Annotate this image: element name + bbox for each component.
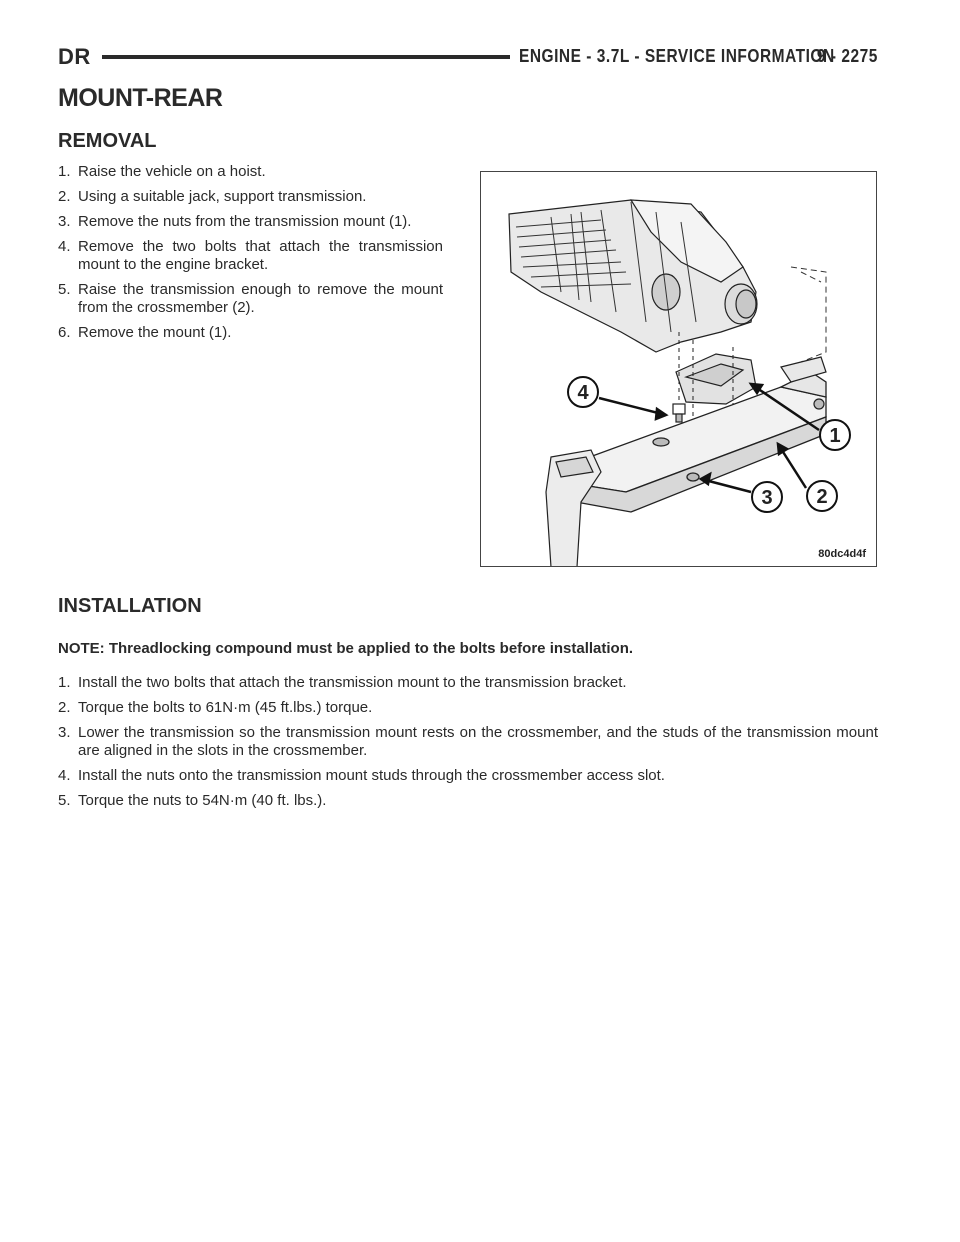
installation-steps [58,674,878,817]
removal-steps [58,163,443,349]
header-page-number: 9 - 2275 [817,46,878,66]
removal-step: 3. Remove the nuts from the transmission mount (1). [58,213,412,230]
callout-label-3: 3 [761,487,773,509]
removal-step: 4. Remove the two bolts that attach the transmission mount to the engine bracket. [58,238,443,273]
removal-heading: REMOVAL [58,130,157,152]
header-code: DR [58,44,91,69]
transmission-mount-illustration [480,171,877,567]
installation-step: 2. Torque the bolts to 61N·m (45 ft.lbs.) torque. [58,699,373,716]
removal-step: 6. Remove the mount (1). [58,324,232,341]
callout-label-2: 2 [816,486,828,508]
callout-label-4: 4 [577,382,589,404]
illustration-drawing [481,172,877,567]
figure-code: 80dc4d4f [818,548,866,560]
installation-step: 1. Install the two bolts that attach the transmission mount to the transmission bracket. [58,674,627,691]
installation-step: 3. Lower the transmission so the transmission mount rests on the crossmember, and the studs of the transmission mount are aligned in the slots in the crossmember. [58,724,878,759]
page-title: MOUNT-REAR [58,84,223,112]
installation-note: NOTE: Threadlocking compound must be applied to the bolts before installation. [58,640,634,657]
removal-step: 5. Raise the transmission enough to remove the mount from the crossmember (2). [58,281,443,316]
removal-step: 2. Using a suitable jack, support transmission. [58,188,367,205]
installation-step: 5. Torque the nuts to 54N·m (40 ft. lbs.). [58,792,327,809]
header-rule [102,55,510,59]
removal-step: 1. Raise the vehicle on a hoist. [58,163,266,180]
installation-heading: INSTALLATION [58,595,202,617]
installation-step: 4. Install the nuts onto the transmission mount studs through the crossmember access slot. [58,767,665,784]
header-title: ENGINE - 3.7L - SERVICE INFORMATION [519,46,835,66]
page-header [58,44,878,74]
callout-label-1: 1 [829,425,841,447]
